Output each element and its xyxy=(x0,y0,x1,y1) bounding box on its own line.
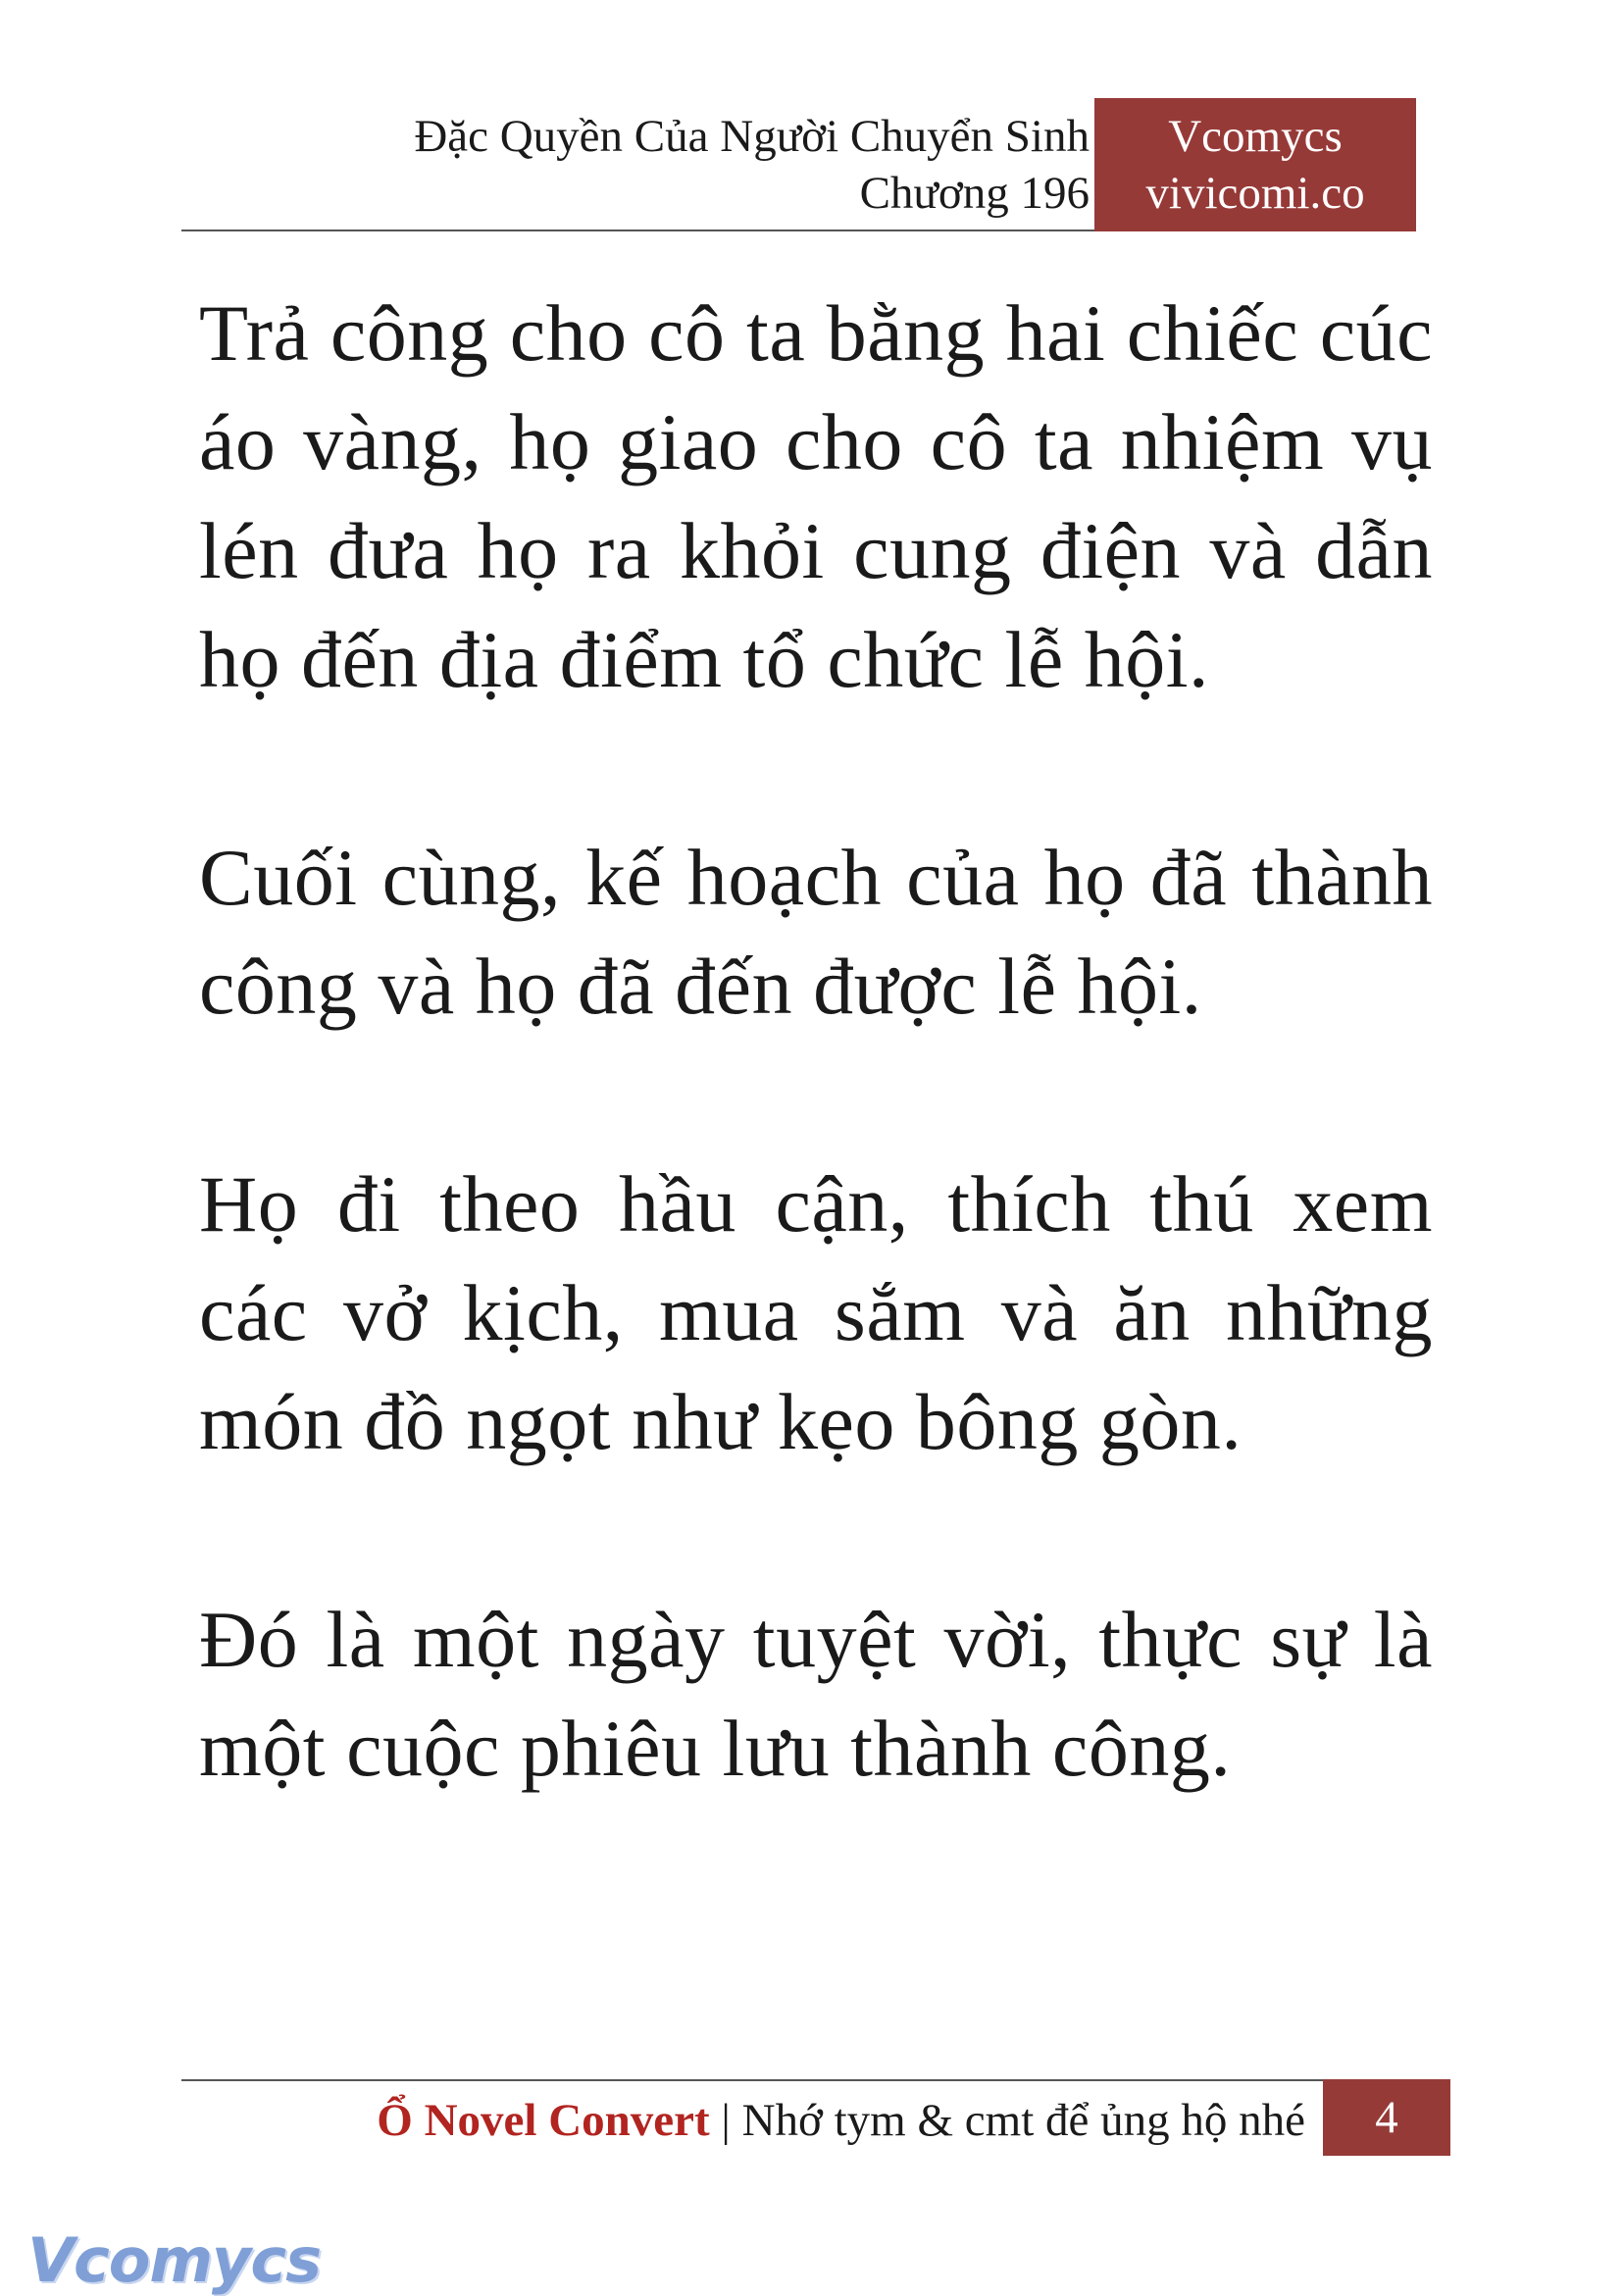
book-title: Đặc Quyền Của Người Chuyển Sinh xyxy=(414,111,1090,162)
watermark-logo: Vcomycs xyxy=(27,2224,322,2296)
footer-message: Nhớ tym & cmt để ủng hộ nhé xyxy=(741,2095,1305,2146)
paragraph: Cuối cùng, kế hoạch của họ đã thành công và họ đã đến được lễ hội. xyxy=(199,833,1433,1031)
source-badge xyxy=(1094,98,1416,231)
paragraph: Trả công cho cô ta bằng hai chiếc cúc áo vàng, họ giao cho cô ta nhiệm vụ lén đưa họ ra khỏi cung điện và dẫn họ đến địa điểm tổ chức lễ hội. xyxy=(199,288,1433,704)
source-badge-name: Vcomycs xyxy=(1168,111,1343,162)
page-number-badge xyxy=(1323,2079,1450,2156)
page-number: 4 xyxy=(1375,2092,1398,2143)
source-badge-site: vivicomi.co xyxy=(1145,168,1365,219)
footer-divider xyxy=(181,2079,1323,2081)
footer-separator: | xyxy=(721,2095,731,2146)
chapter-body xyxy=(199,279,1433,1912)
chapter-label: Chương 196 xyxy=(859,168,1090,219)
footer-credit xyxy=(181,2091,1305,2150)
paragraph: Đó là một ngày tuyệt vời, thực sự là một cuộc phiêu lưu thành công. xyxy=(199,1595,1433,1793)
footer-brand: Ổ Novel Convert xyxy=(377,2095,710,2146)
header-divider xyxy=(181,230,1094,231)
header-title-block xyxy=(414,108,1090,222)
paragraph: Họ đi theo hầu cận, thích thú xem các vở kịch, mua sắm và ăn những món đồ ngọt như kẹo bông gòn. xyxy=(199,1159,1433,1466)
